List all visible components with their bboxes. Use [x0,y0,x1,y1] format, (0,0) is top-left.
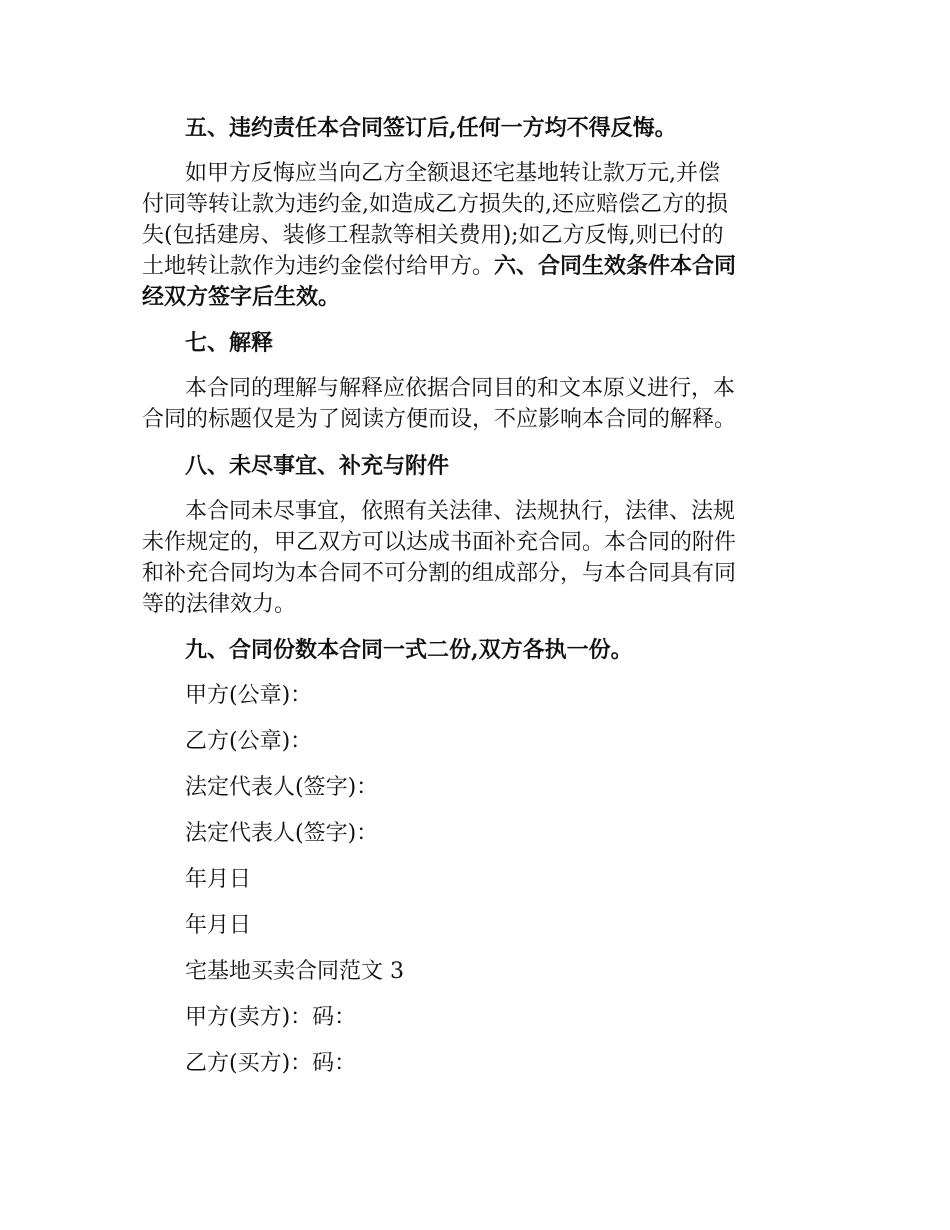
paragraph-line: 失(包括建房、装修工程款等相关费用);如乙方反悔,则已付的 [142,223,724,248]
paragraph-line: 未作规定的，甲乙双方可以达成书面补充合同。本合同的附件 [142,530,737,555]
section-8-heading: 八、未尽事宜、补充与附件 [185,453,450,479]
paragraph-line [142,251,812,282]
paragraph-line: 付同等转让款为违约金,如造成乙方损失的,还应赔偿乙方的损 [142,192,728,217]
seller-line: 甲方(卖方)：码： [185,1005,357,1030]
date-line: 年月日 [185,867,252,892]
party-b-seal-line: 乙方(公章)： [185,729,313,754]
paragraph-line: 如甲方反悔应当向乙方全额退还宅基地转让款万元,并偿 [185,161,720,186]
legal-representative-line: 法定代表人(签字)： [185,775,379,800]
section-5-paragraph [142,158,812,313]
section-6-heading-end: 经双方签字后生效。 [142,284,341,310]
section-5-heading: 五、违约责任本合同签订后,任何一方均不得反悔。 [185,115,677,141]
section-8-paragraph [142,496,812,620]
paragraph-text: 土地转让款作为违约金偿付给甲方。 [142,254,495,279]
section-6-heading-start: 六、合同生效条件本合同 [494,253,737,279]
legal-representative-line: 法定代表人(签字)： [185,821,379,846]
paragraph-line: 本合同的理解与解释应依据合同目的和文本原义进行，本 [185,376,736,401]
buyer-line: 乙方(买方)：码： [185,1051,357,1076]
section-7-paragraph [142,373,812,435]
party-a-seal-line: 甲方(公章)： [185,683,313,708]
date-line: 年月日 [185,913,252,938]
paragraph-line: 本合同未尽事宜，依照有关法律、法规执行，法律、法规 [185,499,736,524]
section-7-heading: 七、解释 [185,330,274,356]
section-9-heading: 九、合同份数本合同一式二份,双方各执一份。 [185,637,633,663]
paragraph-line: 等的法律效力。 [142,592,297,617]
paragraph-line: 合同的标题仅是为了阅读方便而设，不应影响本合同的解释。 [142,407,737,432]
paragraph-line: 和补充合同均为本合同不可分割的组成部分，与本合同具有同 [142,561,737,586]
template-title: 宅基地买卖合同范文 3 [185,959,404,984]
